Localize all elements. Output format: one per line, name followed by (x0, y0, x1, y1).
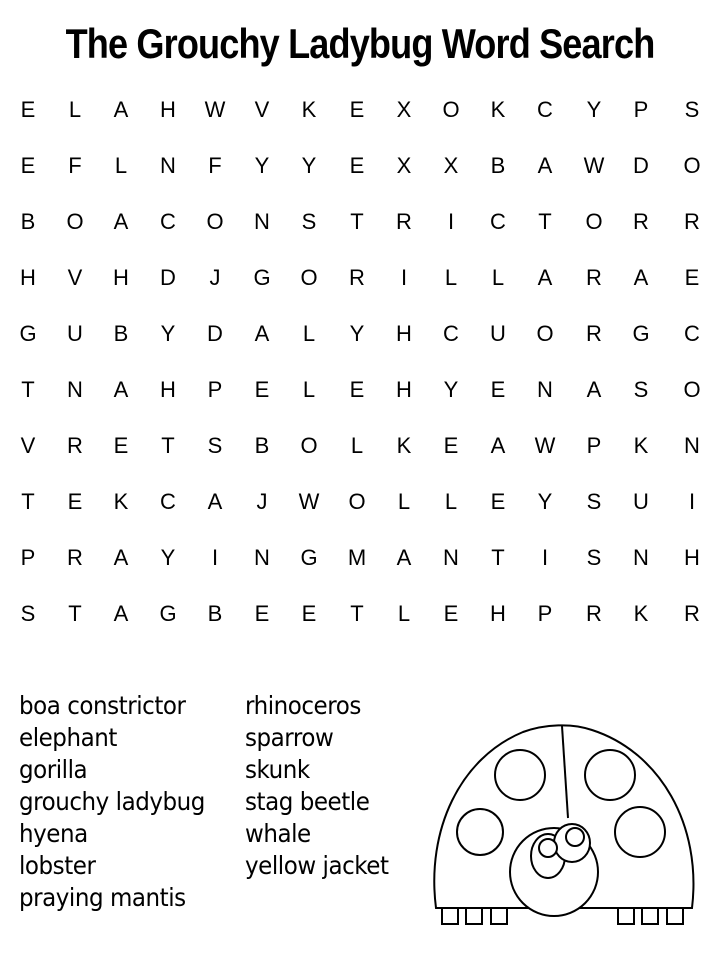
grid-letter: W (298, 489, 320, 514)
grid-letter: P (207, 377, 223, 402)
grid-row (0, 194, 720, 250)
grid-letter: V (67, 265, 83, 290)
grid-letter: E (684, 265, 700, 290)
grid-letter: E (113, 433, 129, 458)
grid-letter: A (254, 321, 270, 346)
grid-letter: E (349, 377, 365, 402)
grid-letter: A (396, 545, 412, 570)
grid-letter: D (207, 321, 223, 346)
grid-letter: D (160, 265, 176, 290)
grid-letter: Y (160, 321, 176, 346)
ladybug-foot (618, 908, 634, 924)
grid-letter: C (684, 321, 700, 346)
grid-row (0, 306, 720, 362)
grid-row (0, 138, 720, 194)
grid-letter: B (254, 433, 270, 458)
grid-letter: W (534, 433, 556, 458)
grid-row (0, 418, 720, 474)
grid-letter: E (443, 433, 459, 458)
word-list-item: stag beetle (245, 787, 370, 816)
grid-letter: S (586, 545, 602, 570)
word-list-item: grouchy ladybug (19, 787, 205, 816)
grid-letter: I (400, 265, 408, 290)
ladybug-pupil-left (539, 839, 557, 857)
grid-row (0, 250, 720, 306)
grid-letter: E (490, 377, 506, 402)
word-list-item: rhinoceros (245, 691, 361, 720)
grid-letter: E (443, 601, 459, 626)
grid-letter: R (349, 265, 365, 290)
grid-letter: N (684, 433, 700, 458)
grid-letter: H (113, 265, 129, 290)
grid-letter: L (114, 153, 128, 178)
grid-letter: F (68, 153, 82, 178)
grid-letter: Y (443, 377, 459, 402)
grid-letter: Y (349, 321, 365, 346)
grid-letter: H (20, 265, 36, 290)
grid-letter: K (301, 97, 317, 122)
grid-letter: K (396, 433, 412, 458)
grid-letter: W (583, 153, 605, 178)
grid-letter: B (207, 601, 223, 626)
grid-row (0, 362, 720, 418)
grid-letter: O (536, 321, 554, 346)
word-list-item: elephant (19, 723, 117, 752)
grid-letter: S (684, 97, 700, 122)
word-list-item: gorilla (19, 755, 88, 784)
grid-letter: T (161, 433, 175, 458)
grid-letter: X (396, 153, 412, 178)
grid-letter: L (444, 489, 458, 514)
grid-letter: O (442, 97, 460, 122)
grid-letter: A (207, 489, 223, 514)
grid-letter: Y (537, 489, 553, 514)
grid-letter: S (633, 377, 649, 402)
grid-letter: H (160, 97, 176, 122)
grid-letter: L (397, 601, 411, 626)
grid-letter: C (443, 321, 459, 346)
grid-letter: Y (254, 153, 270, 178)
ladybug-foot (642, 908, 658, 924)
grid-letter: C (537, 97, 553, 122)
grid-letter: A (490, 433, 506, 458)
grid-letter: A (113, 209, 129, 234)
grid-letter: T (538, 209, 552, 234)
grid-letter: W (204, 97, 226, 122)
grid-letter: A (537, 265, 553, 290)
grid-letter: P (633, 97, 649, 122)
grid-letter: O (206, 209, 224, 234)
grid-letter: H (160, 377, 176, 402)
grid-letter: R (396, 209, 412, 234)
grid-letter: B (490, 153, 506, 178)
grid-letter: B (20, 209, 36, 234)
grid-letter: K (113, 489, 129, 514)
ladybug-spot (615, 807, 665, 857)
grid-letter: E (490, 489, 506, 514)
grid-letter: A (537, 153, 553, 178)
grid-letter: I (211, 545, 219, 570)
grid-letter: L (444, 265, 458, 290)
ladybug-spot (585, 750, 635, 800)
grid-letter: X (396, 97, 412, 122)
grid-letter: L (350, 433, 364, 458)
grid-letter: P (537, 601, 553, 626)
grid-letter: P (586, 433, 602, 458)
grid-letter: L (397, 489, 411, 514)
grid-letter: X (443, 153, 459, 178)
grid-letter: I (447, 209, 455, 234)
grid-letter: O (683, 153, 701, 178)
grid-letter: H (396, 377, 412, 402)
grid-letter: V (254, 97, 270, 122)
word-list-item: hyena (19, 819, 88, 848)
grid-letter: G (19, 321, 37, 346)
grid-letter: C (160, 489, 176, 514)
ladybug-spot (457, 809, 503, 855)
grid-letter: Y (586, 97, 602, 122)
grid-letter: R (67, 545, 83, 570)
grid-letter: E (254, 601, 270, 626)
grid-letter: A (113, 97, 129, 122)
grid-letter: T (350, 209, 364, 234)
grid-letter: T (68, 601, 82, 626)
grid-letter: S (301, 209, 317, 234)
grid-letter: G (632, 321, 650, 346)
grid-letter: H (684, 545, 700, 570)
grid-letter: B (113, 321, 129, 346)
grid-letter: A (113, 545, 129, 570)
grid-letter: O (348, 489, 366, 514)
ladybug-foot (442, 908, 458, 924)
grid-letter: A (586, 377, 602, 402)
page-title: The Grouchy Ladybug Word Search (65, 20, 655, 67)
grid-letter: L (302, 321, 316, 346)
grid-letter: G (253, 265, 271, 290)
grid-letter: N (160, 153, 176, 178)
ladybug-foot (667, 908, 683, 924)
grid-letter: E (301, 601, 317, 626)
ladybug-icon (420, 710, 720, 940)
grid-row (0, 82, 720, 138)
grid-letter: R (586, 601, 602, 626)
grid-letter: T (491, 545, 505, 570)
word-list-item: boa constrictor (19, 691, 186, 720)
grid-letter: I (688, 489, 696, 514)
grid-letter: R (633, 209, 649, 234)
grid-letter: I (541, 545, 549, 570)
grid-letter: L (491, 265, 505, 290)
grid-letter: R (586, 265, 602, 290)
grid-letter: K (490, 97, 506, 122)
grid-letter: U (633, 489, 649, 514)
grid-letter: H (490, 601, 506, 626)
ladybug-pupil-right (566, 828, 584, 846)
word-search-grid (0, 82, 720, 642)
grid-letter: G (300, 545, 318, 570)
grid-letter: L (302, 377, 316, 402)
grid-letter: R (684, 601, 700, 626)
grid-letter: K (633, 433, 649, 458)
grid-letter: E (20, 97, 36, 122)
word-list-item: lobster (19, 851, 96, 880)
grid-letter: R (586, 321, 602, 346)
grid-letter: J (209, 265, 221, 290)
grid-letter: F (208, 153, 222, 178)
word-list-item: skunk (245, 755, 310, 784)
word-list-column-1 (19, 690, 221, 914)
grid-row (0, 586, 720, 642)
grid-letter: R (67, 433, 83, 458)
grid-letter: J (256, 489, 268, 514)
grid-row (0, 474, 720, 530)
word-list-item: sparrow (245, 723, 334, 752)
grid-letter: O (66, 209, 84, 234)
grid-letter: V (20, 433, 36, 458)
grid-letter: A (113, 377, 129, 402)
grid-letter: O (585, 209, 603, 234)
grid-letter: N (254, 545, 270, 570)
grid-letter: O (300, 265, 318, 290)
grid-letter: C (490, 209, 506, 234)
grid-letter: N (443, 545, 459, 570)
word-list-item: yellow jacket (245, 851, 389, 880)
grid-letter: L (68, 97, 82, 122)
word-list-item: whale (245, 819, 311, 848)
grid-letter: Y (301, 153, 317, 178)
grid-letter: H (396, 321, 412, 346)
grid-letter: N (537, 377, 553, 402)
grid-letter: R (684, 209, 700, 234)
grid-letter: E (254, 377, 270, 402)
grid-letter: K (633, 601, 649, 626)
grid-letter: C (160, 209, 176, 234)
grid-letter: G (159, 601, 177, 626)
grid-letter: N (633, 545, 649, 570)
grid-letter: U (490, 321, 506, 346)
grid-letter: E (67, 489, 83, 514)
ladybug-spot (495, 750, 545, 800)
grid-letter: D (633, 153, 649, 178)
grid-letter: E (349, 97, 365, 122)
grid-letter: O (683, 377, 701, 402)
ladybug-foot (491, 908, 507, 924)
word-list-column-2 (245, 690, 401, 882)
grid-letter: Y (160, 545, 176, 570)
grid-letter: S (20, 601, 36, 626)
grid-letter: N (254, 209, 270, 234)
word-list-item: praying mantis (19, 883, 186, 912)
grid-letter: A (633, 265, 649, 290)
grid-letter: E (349, 153, 365, 178)
grid-letter: T (350, 601, 364, 626)
grid-letter: S (207, 433, 223, 458)
grid-letter: U (67, 321, 83, 346)
grid-letter: P (20, 545, 36, 570)
grid-letter: N (67, 377, 83, 402)
ladybug-foot (466, 908, 482, 924)
grid-letter: T (21, 377, 35, 402)
grid-row (0, 530, 720, 586)
grid-letter: S (586, 489, 602, 514)
grid-letter: O (300, 433, 318, 458)
grid-letter: T (21, 489, 35, 514)
grid-letter: A (113, 601, 129, 626)
grid-letter: M (347, 545, 367, 570)
grid-letter: E (20, 153, 36, 178)
